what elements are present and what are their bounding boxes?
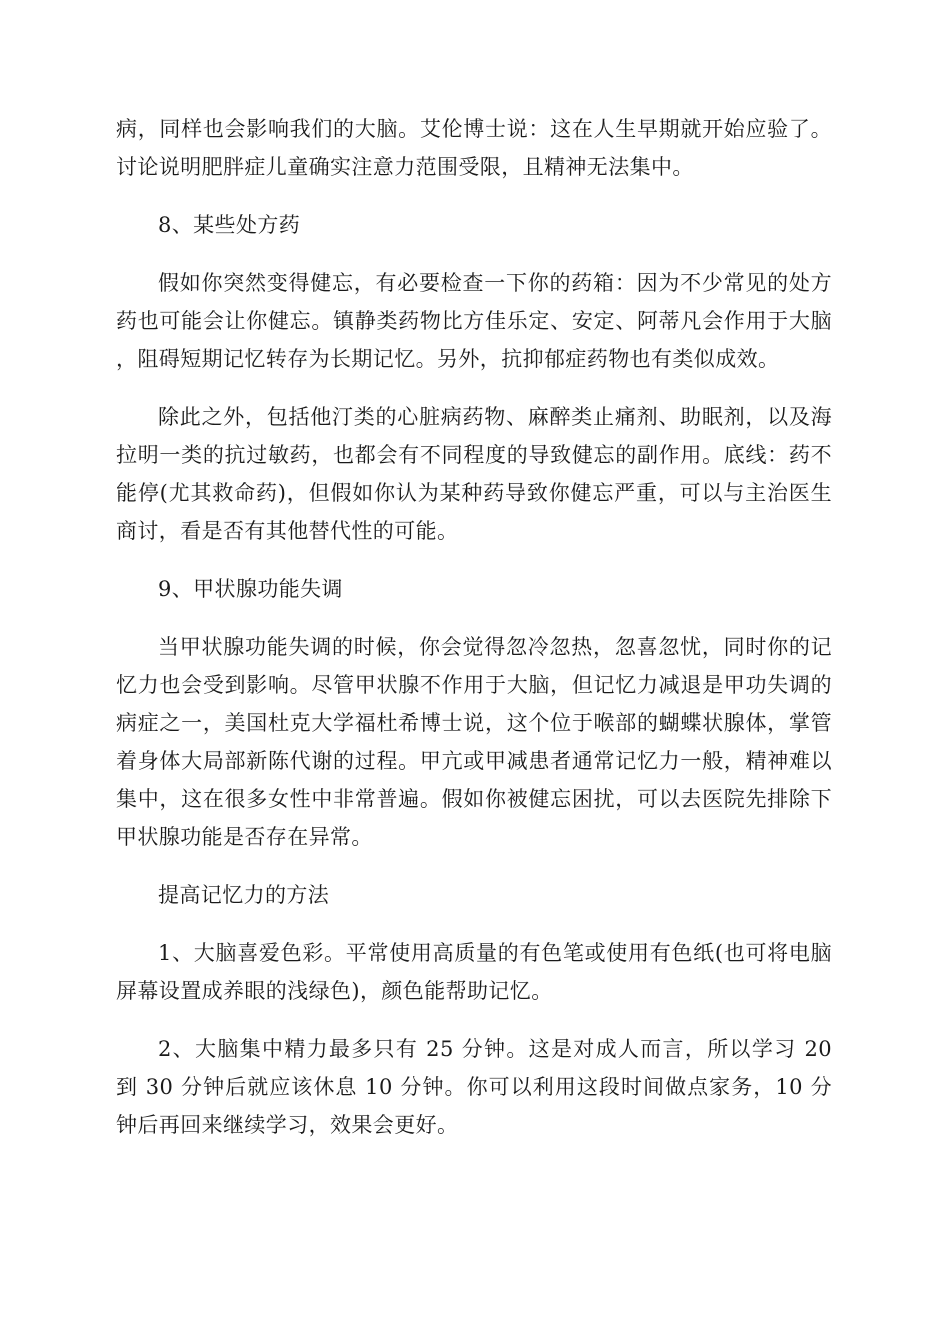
paragraph-obesity-continued: 病，同样也会影响我们的大脑。艾伦博士说：这在人生早期就开始应验了。讨论说明肥胖症儿童确实注意力范围受限，且精神无法集中。	[116, 117, 832, 179]
paragraph-other-drugs: 除此之外，包括他汀类的心脏病药物、麻醉类止痛剂、助眠剂，以及海拉明一类的抗过敏药，也都会有不同程度的导致健忘的副作用。底线：药不能停(尤其救命药)，但假如你认为某种药导致你健忘严重，可以与主治医生商讨，看是否有其他替代性的可能。	[116, 405, 832, 543]
document-body	[116, 110, 832, 1164]
heading-memory-methods: 提高记忆力的方法	[158, 883, 330, 907]
paragraph-method-color: 1、大脑喜爱色彩。平常使用高质量的有色笔或使用有色纸(也可将电脑屏幕设置成养眼的浅绿色)，颜色能帮助记忆。	[116, 941, 832, 1003]
paragraph-thyroid: 当甲状腺功能失调的时候，你会觉得忽冷忽热，忽喜忽忧，同时你的记忆力也会受到影响。尽管甲状腺不作用于大脑，但记忆力减退是甲功失调的病症之一，美国杜克大学福杜希博士说，这个位于喉部的蝴蝶状腺体，掌管着身体大局部新陈代谢的过程。甲亢或甲减患者通常记忆力一般，精神难以集中，这在很多女性中非常普遍。假如你被健忘困扰，可以去医院先排除下甲状腺功能是否存在异常。	[116, 635, 832, 849]
heading-thyroid: 9、甲状腺功能失调	[158, 577, 343, 601]
paragraph-medicine-box: 假如你突然变得健忘，有必要检查一下你的药箱：因为不少常见的处方药也可能会让你健忘。镇静类药物比方佳乐定、安定、阿蒂凡会作用于大脑，阻碍短期记忆转存为长期记忆。另外，抗抑郁症药物也有类似成效。	[116, 271, 832, 371]
paragraph-method-focus-time: 2、大脑集中精力最多只有 25 分钟。这是对成人而言，所以学习 20 到 30 分钟后就应该休息 10 分钟。你可以利用这段时间做点家务，10 分钟后再回来继续学习，效果会更好。	[116, 1037, 832, 1137]
heading-prescription-drugs: 8、某些处方药	[158, 213, 301, 237]
